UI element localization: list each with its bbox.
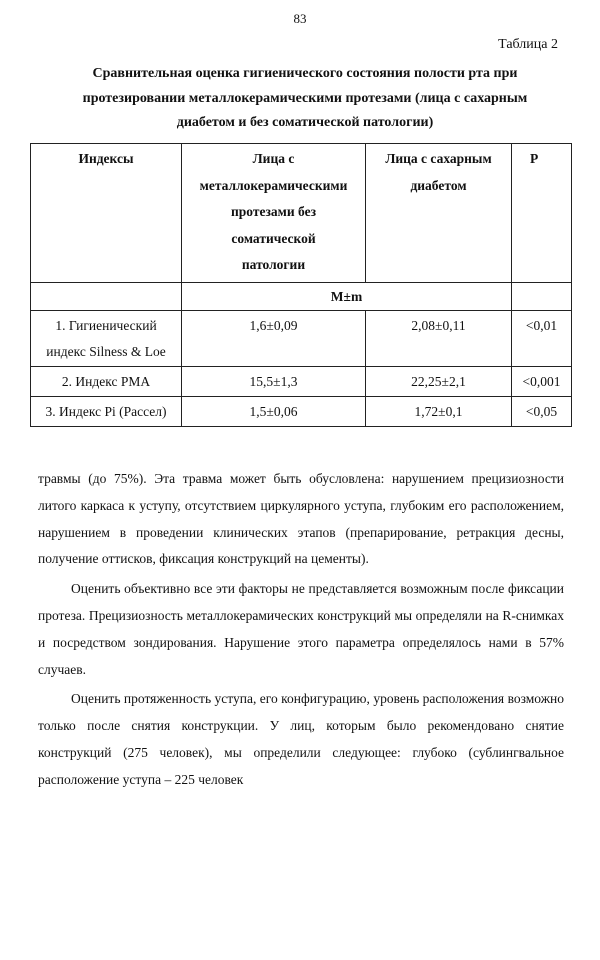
table-title (40, 62, 570, 136)
table-label: Таблица 2 (498, 37, 558, 52)
body-text (38, 466, 564, 794)
table-row (31, 310, 572, 366)
row-group1-value: 15,5±1,3 (182, 366, 366, 396)
paragraph: Оценить объективно все эти факторы не представляется возможным после фиксации протеза. Прецизиозность металлокерамических конструкций мы определяли на R-снимках и посредством зондирования. Нарушение этого параметра определялось нами в 57% случаев. (38, 581, 564, 677)
table-unit-row (31, 282, 572, 310)
title-line: диабетом и без соматической патологии) (176, 115, 434, 130)
row-p-value: <0,01 (512, 310, 572, 366)
header-p: P (512, 144, 572, 283)
row-group2-value: 22,25±2,1 (366, 366, 512, 396)
table-row (31, 396, 572, 426)
row-index: 1. Гигиенический индекс Silness & Loe (31, 310, 182, 366)
paragraph: травмы (до 75%). Эта травма может быть обусловлена: нарушением прецизиозности литого каркаса к уступу, отсутствием циркулярного уступа, глубоким его расположением, нарушением в проведении клинических этапов (препарирование, ретракция десны, получение оттисков, фиксация конструкций на цементы). (38, 471, 564, 567)
row-index: 3. Индекс Pi (Рассел) (31, 396, 182, 426)
row-p-value: <0,05 (512, 396, 572, 426)
title-line: Сравнительная оценка гигиенического состояния полости рта при (92, 66, 518, 81)
row-group2-value: 1,72±0,1 (366, 396, 512, 426)
comparison-table (30, 143, 572, 427)
row-group1-value: 1,5±0,06 (182, 396, 366, 426)
page-number: 83 (293, 11, 307, 26)
header-group-diabetes: Лица с сахарным диабетом (366, 144, 512, 283)
unit-empty-cell (512, 282, 572, 310)
header-group-without-pathology: Лица с металлокерамическими протезами без соматической патологии (182, 144, 366, 283)
row-index: 2. Индекс РМА (31, 366, 182, 396)
row-p-value: <0,001 (512, 366, 572, 396)
table-row (31, 366, 572, 396)
title-line: протезировании металлокерамическими протезами (лица с сахарным (82, 90, 528, 106)
paragraph: Оценить протяженность уступа, его конфигурацию, уровень расположения возможно только после снятия конструкции. У лиц, которым было рекомендовано снятие конструкций (275 человек), мы определили следующее: глубоко (сублингвальное расположение уступа – 225 человек (38, 691, 564, 787)
table-header-row (31, 144, 572, 283)
unit-cell: M±m (182, 282, 512, 310)
unit-empty-cell (31, 282, 182, 310)
row-group1-value: 1,6±0,09 (182, 310, 366, 366)
row-group2-value: 2,08±0,11 (366, 310, 512, 366)
header-index: Индексы (31, 144, 182, 283)
